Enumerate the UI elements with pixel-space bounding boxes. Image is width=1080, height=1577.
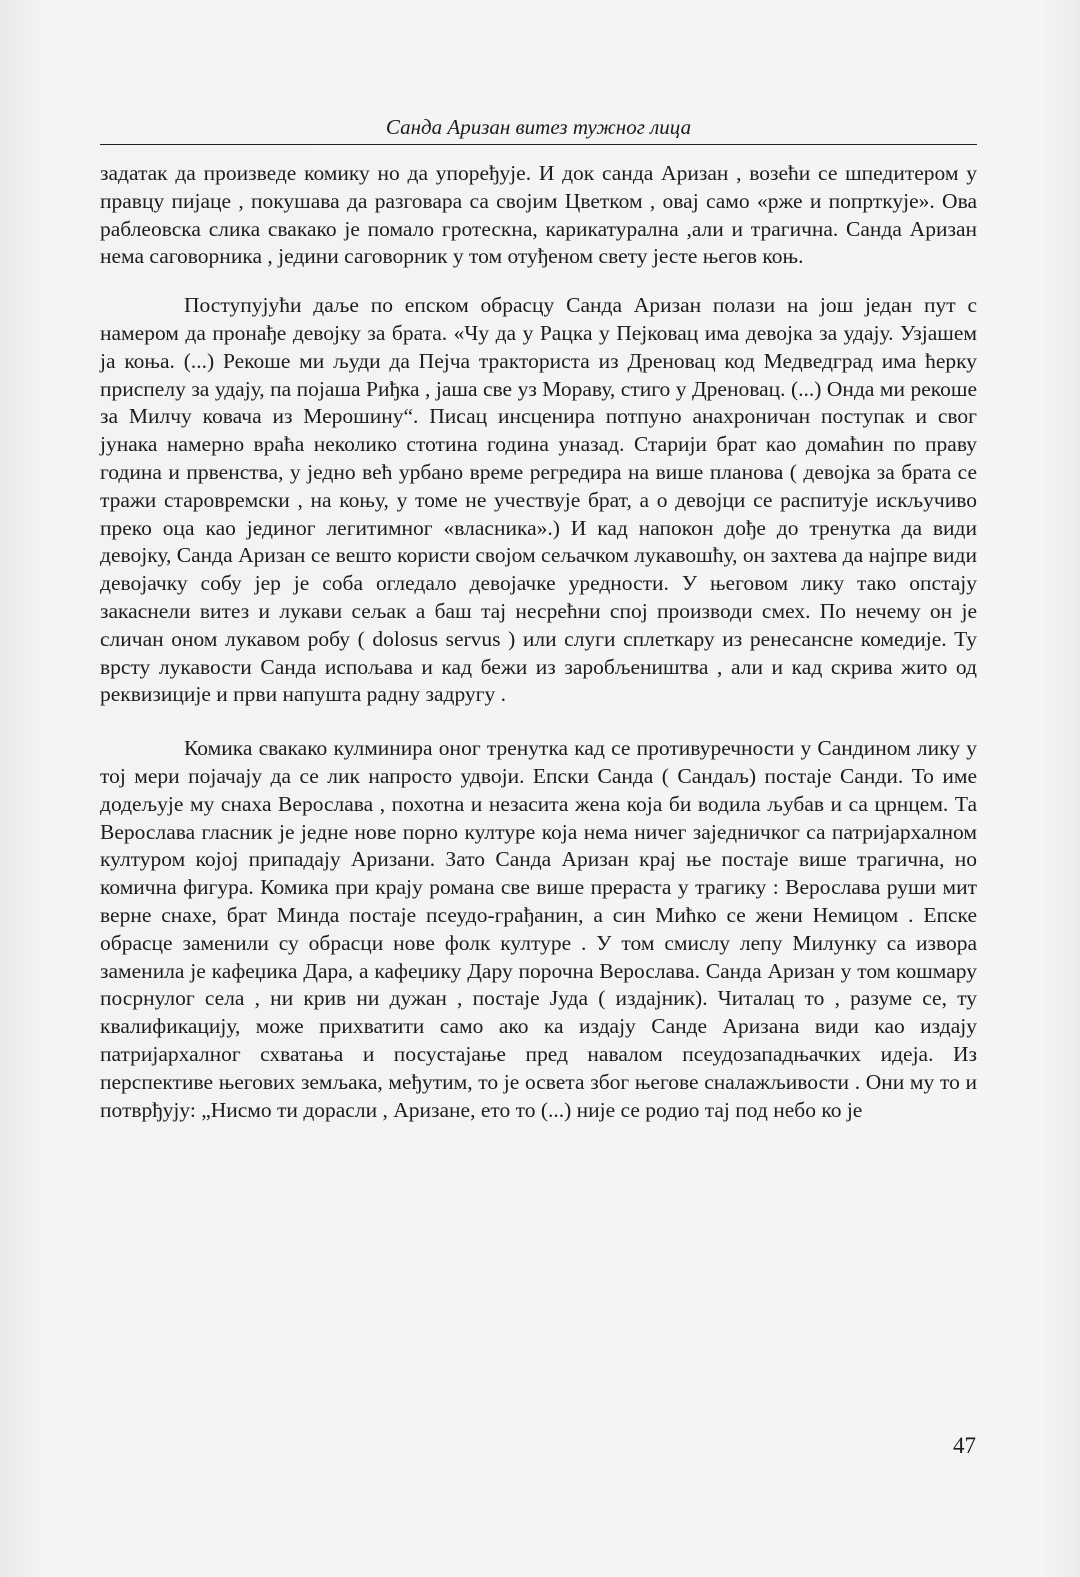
running-header: Санда Аризан витез тужног лица: [385, 115, 692, 139]
header-rule: [100, 144, 977, 145]
paragraph-3: Комика свакако кулминира оног тренутка кад се противуречности у Сандином лику у тој мери појачају да се лик напросто удвоји. Епски Санда ( Сандаљ) постаје Санди. То име додељује му снаха Верослава , похотна и незасита жена која би водила љубав и са црнцем. Та Верослава гласник је једне нове порно културе која нема ничег заједничког са патријархалном културом којој припадају Аризани. Зато Санда Аризан крај ње постаје више трагична, но комична фигура. Комика при крају романа све више прераста у трагику : Верослава руши мит верне снахе, брат Минда постаје псеудо-грађанин, а син Мићко се жени Немицом . Епске обрасце заменили су обрасци нове фолк културе . У том смислу лепу Милунку са извора заменила је кафеџика Дара, а кафеџику Дару порочна Верослава. Санда Аризан у том кошмару посрнулог села , ни крив ни дужан , постаје Јуда ( издајник). Читалац то , разуме се, ту квалификацију, може прихватити само ако ка издају Санде Аризана види као издају патријархалног схватања и посустајање пред навалом псеудозападњачких идеја. Из перспективе његових земљака, међутим, то је освета због његове сналажљивости . Они му то и потврђују: „Нисмо ти дорасли , Аризане, ето то (...) није се родио тај под небо ко је: [100, 736, 977, 1122]
paragraph-2: Поступујући даље по епском обрасцу Санда Аризан полази на још један пут с намером да пронађе девојку за брата. «Чу да у Рацка у Пејковац има девојка за удају. Узјашем ја коња. (...) Рекоше ми људи да Пејча тракториста из Дреновац код Медведград има ћерку приспелу за удају, па појаша Риђка , јаша све уз Мораву, стиго у Дреновац. (...) Онда ми рекоше за Милчу ковача из Мерошину“. Писац инсценира потпуно анахроничан поступак и свог јунака намерно враћа неколико стотина година уназад. Старији брат као домаћин по праву година и првенства, у једно већ урбано време регредира на више планова ( девојка за брата се тражи старовремски , на коњу, у томе не учествује брат, а о девојци се распитује искључиво преко оца као јединог легитимног «власника».) И кад напокон дође до тренутка да види девојку, Санда Аризан се вешто користи својом сељачком лукавошћу, он захтева да најпре види девојачку собу јер је соба огледало девојачке уредности. У његовом лику тако опстају закаснели витез и лукави сељак а баш тај несрећни спој производи смех. По нечему он је сличан оном лукавом робу ( dolosus servus ) или слуги сплеткару из ренесансне комедије. Ту врсту лукавости Санда испољава и кад бежи из заробљеништва , али и кад скрива жито од реквизиције и први напушта радну задругу .: [100, 293, 977, 707]
paragraph-spacer: [100, 271, 977, 292]
paragraph-spacer: [100, 709, 977, 735]
body-text: [100, 160, 977, 1124]
page-number: 47: [953, 1433, 976, 1458]
paragraph-1: задатак да произведе комику но да упоређује. И док санда Аризан , возећи се шпедитером у правцу пијаце , покушава да разговара са својим Цветком , овај само «рже и попрткује». Ова раблеовска слика свакако је помало гротескна, карикатурална ,али и трагична. Санда Аризан нема саговорника , једини саговорник у том отуђеном свету јесте његов коњ.: [100, 161, 977, 269]
